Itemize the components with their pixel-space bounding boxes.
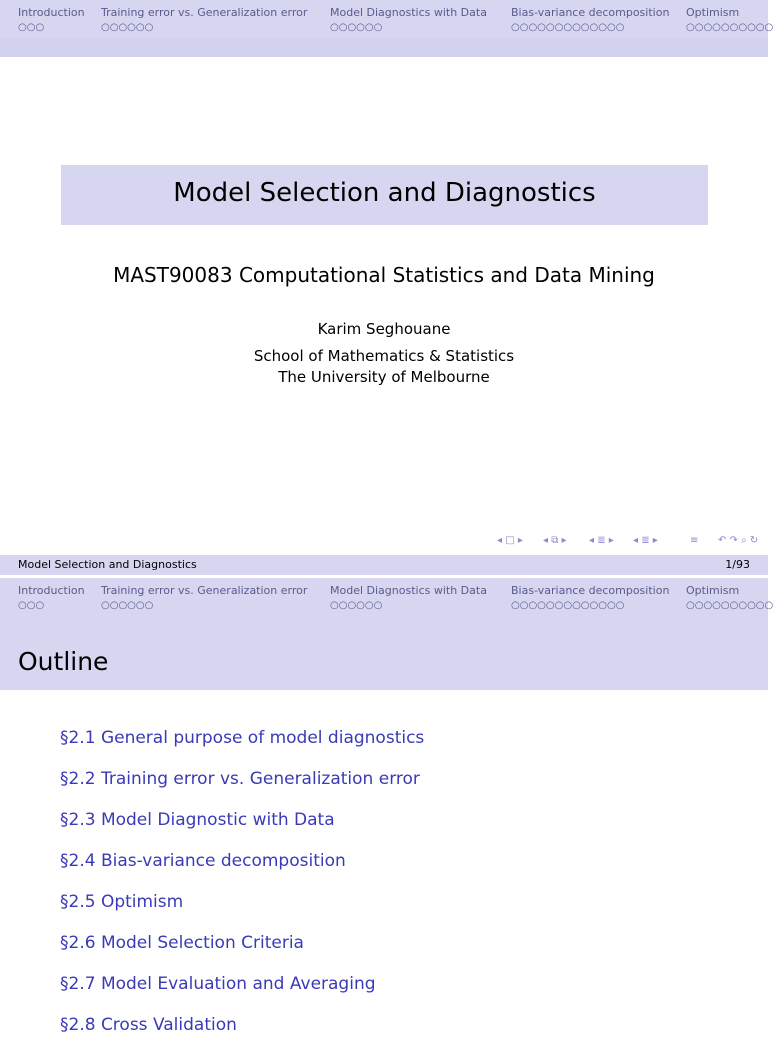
outline-item[interactable]: §2.5 Optimism — [60, 892, 184, 912]
nav-subsection-band — [0, 38, 768, 57]
outline-item[interactable]: §2.6 Model Selection Criteria — [60, 933, 304, 953]
slide-nav-icon[interactable]: ◂ □ ▸ — [497, 535, 523, 546]
slide-footer — [0, 555, 768, 575]
nav-section-bias-variance[interactable]: Bias-variance decomposition — [511, 6, 670, 19]
slide-title: Model Selection and Diagnostics — [173, 178, 596, 208]
nav-section-introduction[interactable]: Introduction — [18, 584, 85, 597]
nav-section-optimism[interactable]: Optimism — [686, 584, 740, 597]
frame-title: Outline — [18, 647, 109, 676]
footer-title: Model Selection and Diagnostics — [18, 558, 197, 571]
page-number: 1/93 — [725, 558, 750, 571]
nav-section-model-diagnostics[interactable]: Model Diagnostics with Data — [330, 584, 487, 597]
search-icon[interactable]: ↶ ↷ ⌕ ↻ — [718, 535, 759, 546]
align-icon[interactable]: ≡ — [690, 535, 699, 546]
outline-item[interactable]: §2.4 Bias-variance decomposition — [60, 851, 346, 871]
outline-slide — [0, 578, 773, 1035]
nav-section-introduction[interactable]: Introduction — [18, 6, 85, 19]
nav-dots-introduction[interactable]: ○○○ — [18, 600, 45, 611]
nav-section-model-diagnostics[interactable]: Model Diagnostics with Data — [330, 6, 487, 19]
subsection-nav-icon[interactable]: ◂ ≣ ▸ — [589, 535, 614, 546]
nav-dots-optimism[interactable]: ○○○○○○○○○○ — [686, 600, 773, 611]
nav-dots-bias-variance[interactable]: ○○○○○○○○○○○○○ — [511, 600, 625, 611]
nav-dots-bias-variance[interactable]: ○○○○○○○○○○○○○ — [511, 22, 625, 33]
outline-item[interactable]: §2.8 Cross Validation — [60, 1015, 237, 1035]
outline-item[interactable]: §2.2 Training error vs. Generalization error — [60, 769, 420, 789]
nav-section-training-error[interactable]: Training error vs. Generalization error — [101, 584, 308, 597]
section-navigation-bar — [0, 578, 773, 635]
title-box — [61, 165, 708, 225]
outline-item[interactable]: §2.7 Model Evaluation and Averaging — [60, 974, 376, 994]
outline-item[interactable]: §2.1 General purpose of model diagnostics — [60, 728, 425, 748]
course-subtitle: MAST90083 Computational Statistics and Data Mining — [113, 263, 655, 287]
nav-dots-optimism[interactable]: ○○○○○○○○○○ — [686, 22, 773, 33]
nav-dots-model-diagnostics[interactable]: ○○○○○○ — [330, 22, 383, 33]
nav-dots-model-diagnostics[interactable]: ○○○○○○ — [330, 600, 383, 611]
nav-section-training-error[interactable]: Training error vs. Generalization error — [101, 6, 308, 19]
author-name: Karim Seghouane — [317, 320, 451, 338]
nav-section-bias-variance[interactable]: Bias-variance decomposition — [511, 584, 670, 597]
frame-nav-icon[interactable]: ◂ ⧉ ▸ — [543, 535, 567, 546]
nav-dots-training-error[interactable]: ○○○○○○ — [101, 22, 154, 33]
nav-section-optimism[interactable]: Optimism — [686, 6, 740, 19]
nav-dots-introduction[interactable]: ○○○ — [18, 22, 45, 33]
frame-title-bar — [0, 633, 768, 690]
outline-item[interactable]: §2.3 Model Diagnostic with Data — [60, 810, 335, 830]
institute-line-1: School of Mathematics & Statistics — [253, 347, 515, 365]
institute-line-2: The University of Melbourne — [278, 368, 490, 386]
section-navigation-bar — [0, 0, 773, 57]
beamer-navigation-symbols — [0, 535, 768, 551]
outline-list — [60, 728, 424, 1056]
section-nav-icon[interactable]: ◂ ≣ ▸ — [633, 535, 658, 546]
nav-dots-training-error[interactable]: ○○○○○○ — [101, 600, 154, 611]
